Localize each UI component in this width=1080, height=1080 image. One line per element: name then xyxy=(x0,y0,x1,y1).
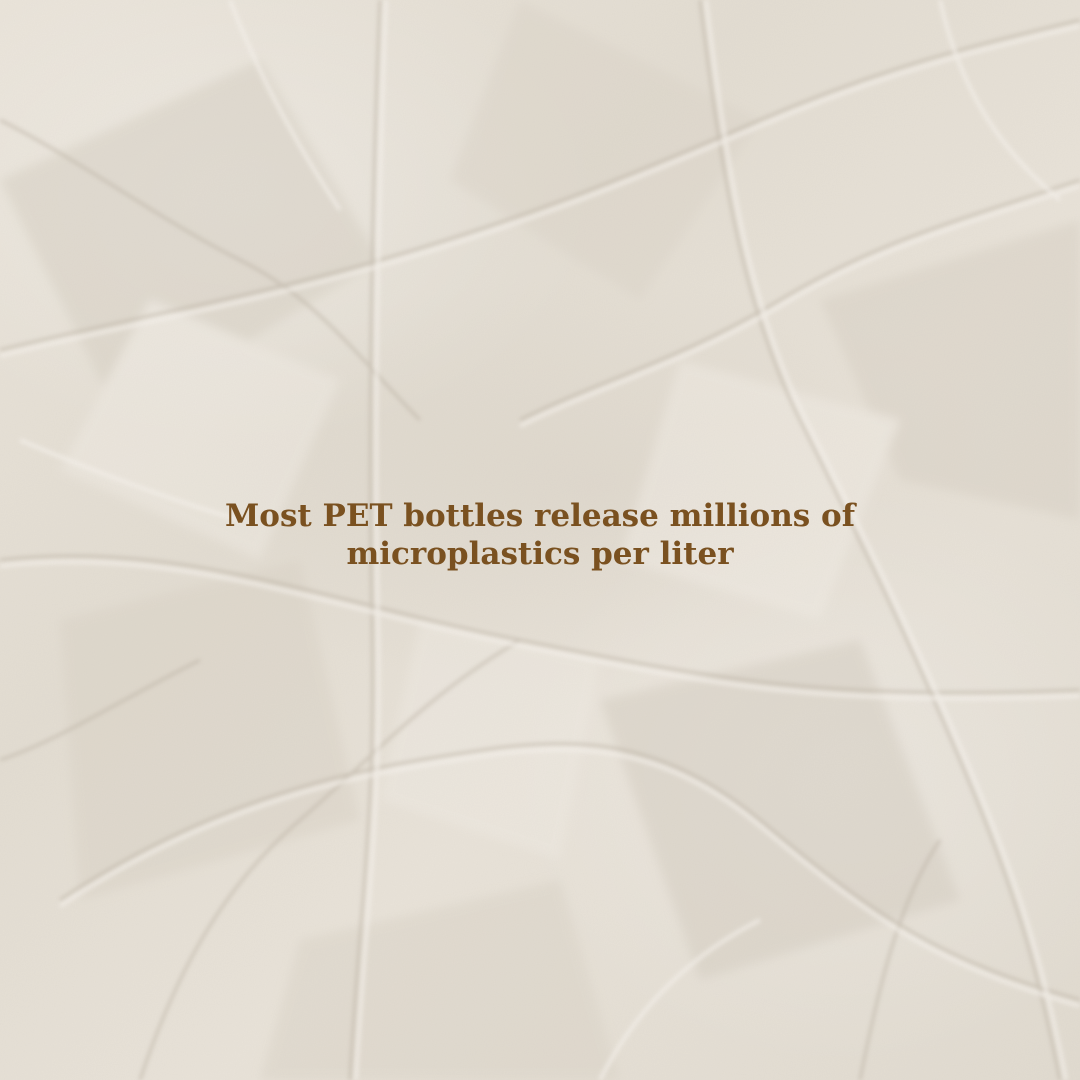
headline-text: Most PET bottles release millions of microplastics per liter xyxy=(224,498,856,572)
